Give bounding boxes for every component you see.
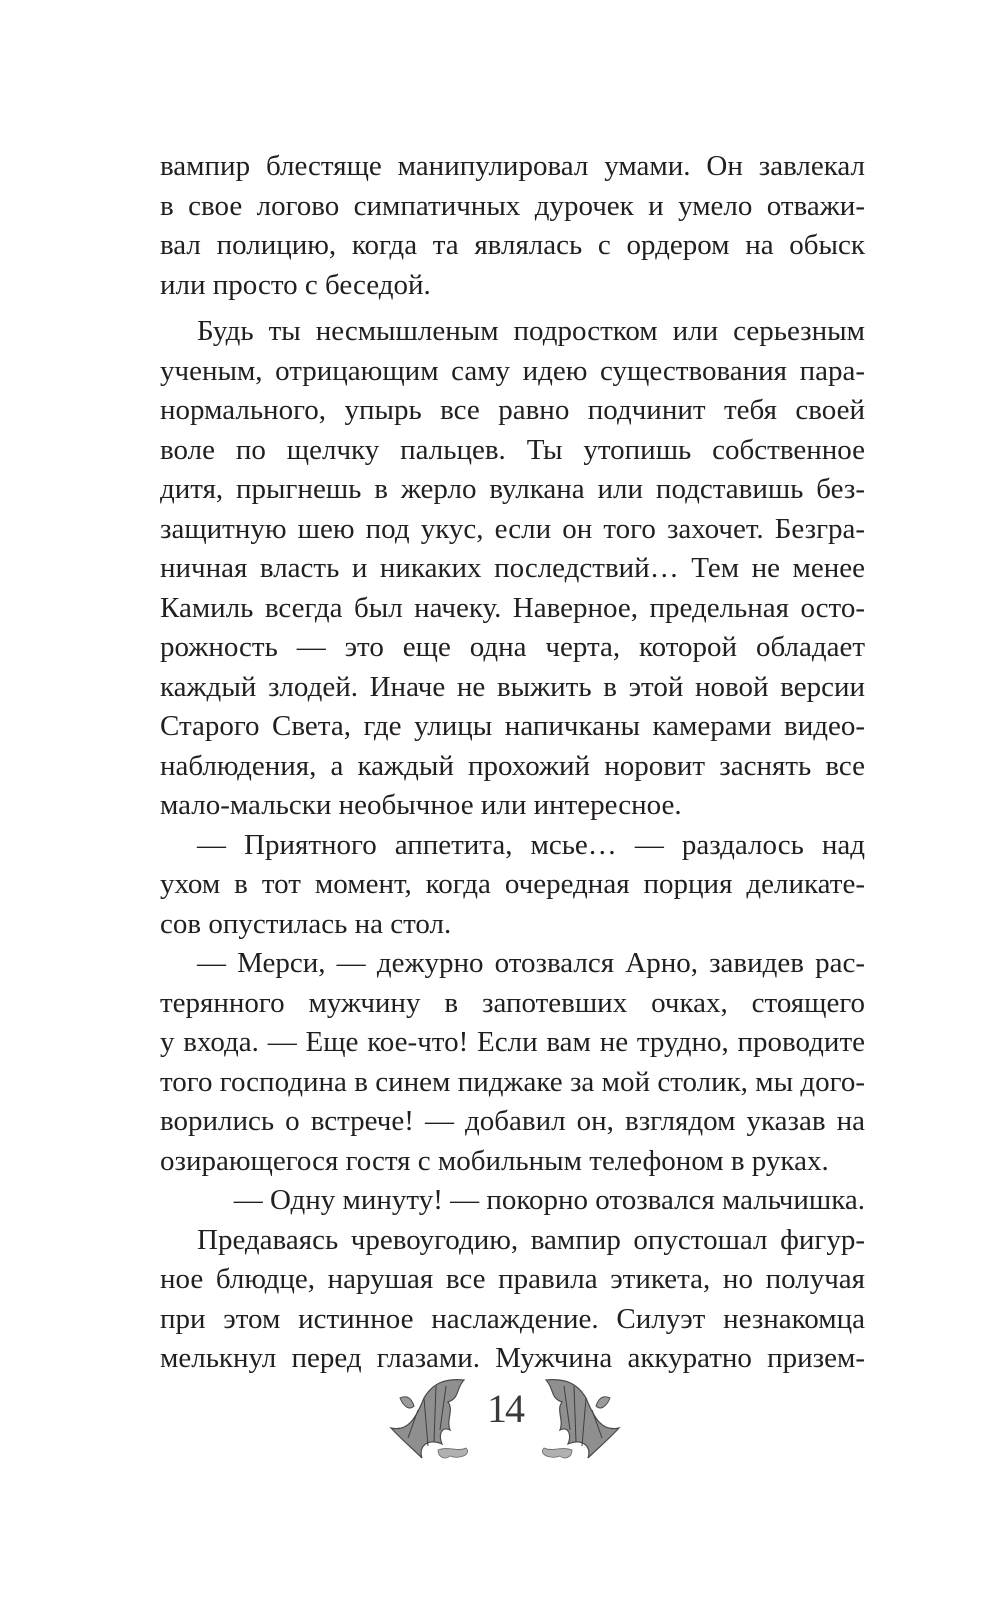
text-line: Будь ты несмышленым подростком или серьезным xyxy=(197,315,865,347)
text-line: при этом истинное наслаждение. Силуэт незнакомца xyxy=(160,1302,865,1335)
text-line: ворились о встрече! — добавил он, взглядом указав на xyxy=(160,1105,865,1137)
text-line: дитя, прыгнешь в жерло вулкана или подставишь без- xyxy=(160,473,865,505)
text-line: сов опустилась на стол. xyxy=(160,907,452,940)
text-line: Предаваясь чревоугодию, вампир опустошал фигур- xyxy=(197,1223,865,1256)
text-line: озирающегося гостя с мобильным телефоном в руках. xyxy=(160,1144,829,1177)
text-line: защитную шею под укус, если он того захочет. Безгра- xyxy=(160,512,865,545)
text-line: ничная власть и никаких последствий… Тем не менее xyxy=(160,552,865,584)
text-line: — Одну минуту! — покорно отозвался мальчишка. xyxy=(233,1184,865,1216)
page-number: 14 xyxy=(487,1386,523,1431)
text-line: ученым, отрицающим саму идею существования пара- xyxy=(160,354,865,387)
text-line: каждый злодей. Иначе не выжить в этой новой версии xyxy=(160,670,865,703)
text-line: у входа. — Еще кое-что! Если вам не трудно, проводите xyxy=(160,1026,865,1058)
text-line: или просто с беседой. xyxy=(160,268,431,301)
text-line: — Приятного аппетита, мсье… — раздалось над xyxy=(197,828,865,861)
text-line: ное блюдце, нарушая все правила этикета, но получая xyxy=(160,1263,865,1295)
text-line: вал полицию, когда та являлась с ордером на обыск xyxy=(160,229,865,261)
text-line: вампир блестяще манипулировал умами. Он завлекал xyxy=(160,150,865,182)
page-footer-ornament xyxy=(388,1368,622,1464)
text-line: мало-мальски необычное или интересное. xyxy=(160,789,682,821)
text-line: Камиль всегда был начеку. Наверное, предельная осто- xyxy=(160,591,865,624)
text-line: — Мерси, — дежурно отозвался Арно, завидев рас- xyxy=(197,947,865,979)
text-line: Старого Света, где улицы напичканы камерами видео- xyxy=(160,710,865,742)
text-line: воле по щелчку пальцев. Ты утопишь собственное xyxy=(160,433,865,466)
text-line: терянного мужчину в запотевших очках, стоящего xyxy=(160,986,865,1019)
text-line: ухом в тот момент, когда очередная порция деликате- xyxy=(160,868,865,900)
text-line: нормального, упырь все равно подчинит тебя своей xyxy=(160,394,865,426)
text-line: наблюдения, а каждый прохожий норовит заснять все xyxy=(160,749,865,782)
text-line: мелькнул перед глазами. Мужчина аккуратно призем- xyxy=(160,1342,865,1374)
text-line: в свое логово симпатичных дурочек и умело отважи- xyxy=(160,189,865,222)
text-line: того господина в синем пиджаке за мой столик, мы дого- xyxy=(160,1065,865,1098)
body-text xyxy=(160,147,865,1379)
text-line: рожность — это еще одна черта, которой обладает xyxy=(160,631,865,663)
